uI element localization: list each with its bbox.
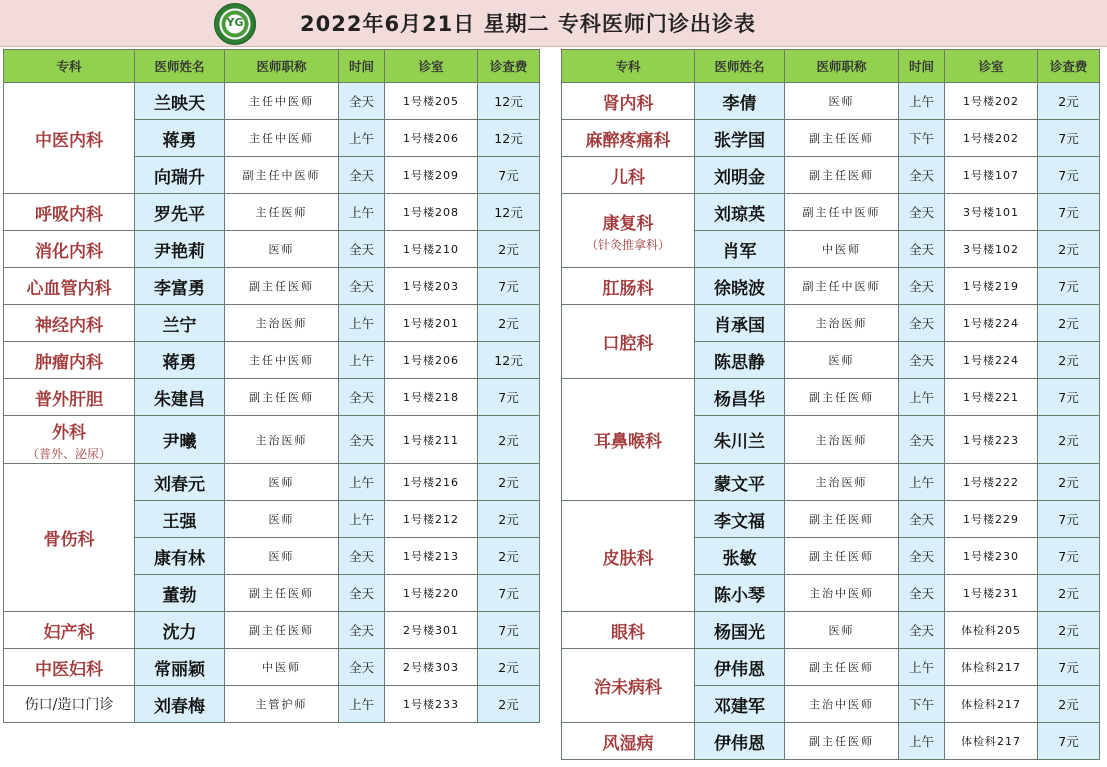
doctor-title: 主任中医师 [225, 83, 339, 120]
doctor-row [562, 723, 1100, 760]
doctor-name: 伊伟恩 [695, 723, 785, 760]
department-cell [562, 83, 695, 120]
consult-fee: 7元 [1038, 649, 1100, 686]
clinic-room: 1号楼208 [385, 194, 478, 231]
doctor-name: 尹艳莉 [135, 231, 225, 268]
schedule-table-right [561, 49, 1100, 760]
doctor-row [4, 194, 540, 231]
doctor-row [4, 612, 540, 649]
column-header: 诊查费 [1038, 50, 1100, 83]
doctor-row [562, 649, 1100, 686]
consult-fee: 2元 [1038, 83, 1100, 120]
clinic-time: 上午 [899, 83, 945, 120]
doctor-name: 伊伟恩 [695, 649, 785, 686]
department-name: 外科 [52, 422, 86, 443]
consult-fee: 12元 [478, 120, 540, 157]
department-name: 儿科 [611, 167, 645, 188]
department-name: 妇产科 [43, 622, 95, 643]
clinic-time: 下午 [899, 120, 945, 157]
clinic-room: 1号楼223 [945, 416, 1038, 464]
consult-fee: 2元 [1038, 575, 1100, 612]
doctor-name: 肖军 [695, 231, 785, 268]
clinic-time: 全天 [899, 305, 945, 342]
clinic-time: 全天 [339, 157, 385, 194]
consult-fee: 2元 [1038, 464, 1100, 501]
department-name: 肛肠科 [602, 278, 654, 299]
department-cell [4, 83, 135, 194]
clinic-time: 全天 [899, 416, 945, 464]
clinic-time: 全天 [899, 231, 945, 268]
doctor-title: 副主任医师 [785, 157, 899, 194]
consult-fee: 2元 [1038, 305, 1100, 342]
doctor-title: 中医师 [785, 231, 899, 268]
clinic-time: 上午 [899, 723, 945, 760]
clinic-room: 1号楼218 [385, 379, 478, 416]
department-cell [562, 379, 695, 501]
department-cell [562, 157, 695, 194]
column-header: 专科 [4, 50, 135, 83]
department-name: 普外肝胆 [35, 389, 103, 410]
doctor-row [562, 120, 1100, 157]
clinic-time: 上午 [339, 194, 385, 231]
consult-fee: 7元 [1038, 157, 1100, 194]
doctor-name: 朱川兰 [695, 416, 785, 464]
clinic-room: 1号楼211 [385, 416, 478, 464]
doctor-title: 主治医师 [225, 305, 339, 342]
doctor-name: 朱建昌 [135, 379, 225, 416]
consult-fee: 7元 [1038, 501, 1100, 538]
doctor-name: 刘春梅 [135, 686, 225, 723]
doctor-title: 副主任医师 [225, 268, 339, 305]
department-name: 治未病科 [594, 678, 662, 698]
clinic-room: 1号楼220 [385, 575, 478, 612]
doctor-row [4, 83, 540, 120]
header-row [562, 50, 1100, 83]
clinic-room: 1号楼201 [385, 305, 478, 342]
doctor-title: 中医师 [225, 649, 339, 686]
clinic-time: 上午 [899, 379, 945, 416]
doctor-name: 张学国 [695, 120, 785, 157]
consult-fee: 2元 [478, 501, 540, 538]
department-cell [4, 194, 135, 231]
doctor-name: 杨国光 [695, 612, 785, 649]
doctor-title: 医师 [225, 464, 339, 501]
doctor-name: 兰宁 [135, 305, 225, 342]
clinic-time: 全天 [339, 268, 385, 305]
department-cell [4, 612, 135, 649]
clinic-room: 1号楼222 [945, 464, 1038, 501]
clinic-time: 全天 [899, 157, 945, 194]
doctor-row [4, 464, 540, 501]
department-name: 麻醉疼痛科 [585, 130, 671, 151]
doctor-row [4, 686, 540, 723]
column-header: 专科 [562, 50, 695, 83]
doctor-row [562, 157, 1100, 194]
doctor-title: 医师 [785, 83, 899, 120]
clinic-room: 1号楼219 [945, 268, 1038, 305]
doctor-name: 刘春元 [135, 464, 225, 501]
doctor-name: 王强 [135, 501, 225, 538]
clinic-room: 3号楼102 [945, 231, 1038, 268]
department-cell [4, 268, 135, 305]
clinic-room: 1号楼231 [945, 575, 1038, 612]
doctor-row [4, 649, 540, 686]
clinic-time: 全天 [339, 575, 385, 612]
clinic-room: 1号楼203 [385, 268, 478, 305]
doctor-row [4, 342, 540, 379]
department-cell [562, 268, 695, 305]
department-cell [562, 120, 695, 157]
consult-fee: 2元 [478, 231, 540, 268]
consult-fee: 2元 [478, 464, 540, 501]
doctor-title: 医师 [225, 538, 339, 575]
column-header: 诊室 [945, 50, 1038, 83]
department-name: 中医妇科 [35, 659, 103, 680]
column-header: 医师职称 [785, 50, 899, 83]
consult-fee: 7元 [1038, 268, 1100, 305]
doctor-name: 李文福 [695, 501, 785, 538]
clinic-time: 上午 [339, 464, 385, 501]
clinic-time: 全天 [339, 538, 385, 575]
clinic-time: 全天 [339, 231, 385, 268]
consult-fee: 2元 [478, 305, 540, 342]
consult-fee: 12元 [478, 194, 540, 231]
doctor-name: 兰映天 [135, 83, 225, 120]
doctor-name: 蒙文平 [695, 464, 785, 501]
doctor-title: 副主任医师 [785, 379, 899, 416]
consult-fee: 2元 [1038, 342, 1100, 379]
department-cell [562, 612, 695, 649]
department-cell [562, 723, 695, 760]
department-name: 呼吸内科 [35, 204, 103, 225]
doctor-title: 主治医师 [785, 305, 899, 342]
doctor-name: 向瑞升 [135, 157, 225, 194]
doctor-row [4, 416, 540, 464]
clinic-time: 上午 [339, 342, 385, 379]
clinic-time: 全天 [899, 612, 945, 649]
schedule-table-left [3, 49, 540, 723]
column-header: 医师职称 [225, 50, 339, 83]
department-cell [4, 464, 135, 612]
department-cell [4, 649, 135, 686]
doctor-name: 邓建军 [695, 686, 785, 723]
department-cell [4, 231, 135, 268]
department-name: 心血管内科 [26, 278, 112, 299]
consult-fee: 7元 [1038, 379, 1100, 416]
clinic-time: 上午 [899, 649, 945, 686]
clinic-room: 1号楼224 [945, 342, 1038, 379]
clinic-room: 体检科205 [945, 612, 1038, 649]
clinic-time: 全天 [339, 83, 385, 120]
consult-fee: 7元 [478, 157, 540, 194]
clinic-time: 上午 [339, 305, 385, 342]
column-header: 医师姓名 [135, 50, 225, 83]
doctor-title: 主任中医师 [225, 342, 339, 379]
department-cell [4, 379, 135, 416]
header-row [4, 50, 540, 83]
department-cell [562, 194, 695, 268]
clinic-time: 全天 [899, 501, 945, 538]
consult-fee: 7元 [1038, 194, 1100, 231]
doctor-name: 李倩 [695, 83, 785, 120]
clinic-time: 上午 [899, 464, 945, 501]
doctor-title: 医师 [225, 501, 339, 538]
doctor-name: 蒋勇 [135, 342, 225, 379]
clinic-room: 1号楼213 [385, 538, 478, 575]
clinic-room: 1号楼210 [385, 231, 478, 268]
clinic-room: 1号楼205 [385, 83, 478, 120]
department-name: 康复科 [602, 213, 654, 234]
clinic-room: 2号楼301 [385, 612, 478, 649]
doctor-name: 刘明金 [695, 157, 785, 194]
column-header: 时间 [899, 50, 945, 83]
clinic-room: 3号楼101 [945, 194, 1038, 231]
doctor-title: 主治医师 [225, 416, 339, 464]
doctor-row [562, 612, 1100, 649]
department-name: 消化内科 [35, 241, 103, 262]
consult-fee: 12元 [478, 342, 540, 379]
clinic-room: 1号楼202 [945, 83, 1038, 120]
doctor-row [4, 305, 540, 342]
consult-fee: 7元 [1038, 120, 1100, 157]
column-header: 时间 [339, 50, 385, 83]
page-title: 2022年6月21日 星期二 专科医师门诊出诊表 [300, 12, 756, 36]
clinic-room: 1号楼221 [945, 379, 1038, 416]
clinic-room: 1号楼212 [385, 501, 478, 538]
clinic-time: 全天 [339, 416, 385, 464]
doctor-title: 主任中医师 [225, 120, 339, 157]
department-name: 肾内科 [602, 93, 654, 114]
doctor-name: 陈小琴 [695, 575, 785, 612]
consult-fee: 7元 [478, 379, 540, 416]
doctor-row [562, 268, 1100, 305]
clinic-room: 1号楼216 [385, 464, 478, 501]
title-banner [0, 0, 1107, 47]
doctor-row [562, 305, 1100, 342]
clinic-time: 全天 [899, 538, 945, 575]
clinic-room: 1号楼230 [945, 538, 1038, 575]
department-name: 眼科 [611, 622, 645, 643]
doctor-name: 李富勇 [135, 268, 225, 305]
clinic-time: 全天 [339, 379, 385, 416]
department-subname: （普外、泌尿） [26, 446, 111, 461]
column-header: 诊室 [385, 50, 478, 83]
doctor-row [4, 268, 540, 305]
clinic-time: 全天 [899, 342, 945, 379]
doctor-title: 主治中医师 [785, 575, 899, 612]
department-subname: （针灸推拿科） [585, 237, 670, 252]
department-name: 风湿病 [602, 733, 654, 754]
clinic-time: 上午 [339, 686, 385, 723]
department-cell [4, 686, 135, 723]
consult-fee: 2元 [478, 416, 540, 464]
doctor-title: 副主任中医师 [785, 268, 899, 305]
doctor-title: 副主任医师 [785, 723, 899, 760]
doctor-name: 刘琼英 [695, 194, 785, 231]
doctor-name: 张敏 [695, 538, 785, 575]
doctor-title: 副主任医师 [785, 501, 899, 538]
consult-fee: 2元 [478, 649, 540, 686]
clinic-room: 1号楼224 [945, 305, 1038, 342]
column-header: 诊查费 [478, 50, 540, 83]
doctor-title: 副主任医师 [785, 538, 899, 575]
doctor-row [4, 231, 540, 268]
clinic-room: 1号楼229 [945, 501, 1038, 538]
doctor-title: 医师 [225, 231, 339, 268]
consult-fee: 2元 [478, 686, 540, 723]
clinic-time: 全天 [899, 268, 945, 305]
doctor-title: 主治中医师 [785, 686, 899, 723]
department-name: 皮肤科 [602, 548, 654, 569]
department-cell [4, 416, 135, 464]
doctor-title: 副主任医师 [785, 120, 899, 157]
doctor-title: 主治医师 [785, 464, 899, 501]
clinic-room: 1号楼233 [385, 686, 478, 723]
doctor-name: 陈思静 [695, 342, 785, 379]
doctor-name: 康有林 [135, 538, 225, 575]
consult-fee: 2元 [1038, 612, 1100, 649]
department-cell [4, 342, 135, 379]
consult-fee: 2元 [1038, 231, 1100, 268]
department-cell [562, 501, 695, 612]
clinic-room: 1号楼202 [945, 120, 1038, 157]
doctor-name: 蒋勇 [135, 120, 225, 157]
department-name: 口腔科 [602, 334, 654, 354]
doctor-row [562, 379, 1100, 416]
clinic-time: 下午 [899, 686, 945, 723]
doctor-title: 副主任中医师 [785, 194, 899, 231]
doctor-title: 副主任中医师 [225, 157, 339, 194]
doctor-name: 徐晓波 [695, 268, 785, 305]
consult-fee: 12元 [478, 83, 540, 120]
clinic-time: 上午 [339, 501, 385, 538]
department-name: 伤口/造口门诊 [24, 697, 114, 713]
clinic-time: 全天 [899, 575, 945, 612]
doctor-name: 杨昌华 [695, 379, 785, 416]
doctor-row [562, 83, 1100, 120]
doctor-name: 尹曦 [135, 416, 225, 464]
doctor-title: 副主任医师 [225, 379, 339, 416]
clinic-time: 全天 [339, 612, 385, 649]
logo-text: YG [226, 16, 244, 29]
clinic-time: 全天 [339, 649, 385, 686]
doctor-title: 副主任医师 [225, 575, 339, 612]
consult-fee: 7元 [1038, 723, 1100, 760]
department-name: 肿瘤内科 [35, 352, 103, 373]
clinic-room: 1号楼206 [385, 120, 478, 157]
doctor-name: 董勃 [135, 575, 225, 612]
department-name: 中医内科 [35, 130, 103, 151]
doctor-name: 沈力 [135, 612, 225, 649]
clinic-room: 1号楼206 [385, 342, 478, 379]
clinic-room: 1号楼107 [945, 157, 1038, 194]
department-name: 神经内科 [35, 315, 103, 336]
consult-fee: 2元 [478, 538, 540, 575]
doctor-title: 医师 [785, 612, 899, 649]
doctor-row [4, 379, 540, 416]
department-cell [562, 649, 695, 723]
consult-fee: 2元 [1038, 686, 1100, 723]
doctor-row [562, 194, 1100, 231]
department-cell [562, 305, 695, 379]
clinic-time: 上午 [339, 120, 385, 157]
doctor-title: 主任医师 [225, 194, 339, 231]
doctor-title: 主管护师 [225, 686, 339, 723]
doctor-title: 副主任医师 [225, 612, 339, 649]
department-cell [4, 305, 135, 342]
doctor-name: 常丽颖 [135, 649, 225, 686]
column-header: 医师姓名 [695, 50, 785, 83]
clinic-room: 1号楼209 [385, 157, 478, 194]
doctor-row [562, 501, 1100, 538]
doctor-title: 副主任医师 [785, 649, 899, 686]
consult-fee: 7元 [478, 575, 540, 612]
clinic-room: 体检科217 [945, 723, 1038, 760]
consult-fee: 7元 [478, 268, 540, 305]
consult-fee: 7元 [1038, 538, 1100, 575]
doctor-name: 肖承国 [695, 305, 785, 342]
department-name: 骨伤科 [43, 530, 95, 550]
consult-fee: 2元 [1038, 416, 1100, 464]
clinic-time: 全天 [899, 194, 945, 231]
doctor-name: 罗先平 [135, 194, 225, 231]
department-name: 耳鼻喉科 [594, 432, 662, 452]
clinic-room: 体检科217 [945, 686, 1038, 723]
clinic-room: 2号楼303 [385, 649, 478, 686]
doctor-title: 医师 [785, 342, 899, 379]
hospital-logo [214, 3, 256, 45]
clinic-room: 体检科217 [945, 649, 1038, 686]
consult-fee: 7元 [478, 612, 540, 649]
doctor-title: 主治医师 [785, 416, 899, 464]
